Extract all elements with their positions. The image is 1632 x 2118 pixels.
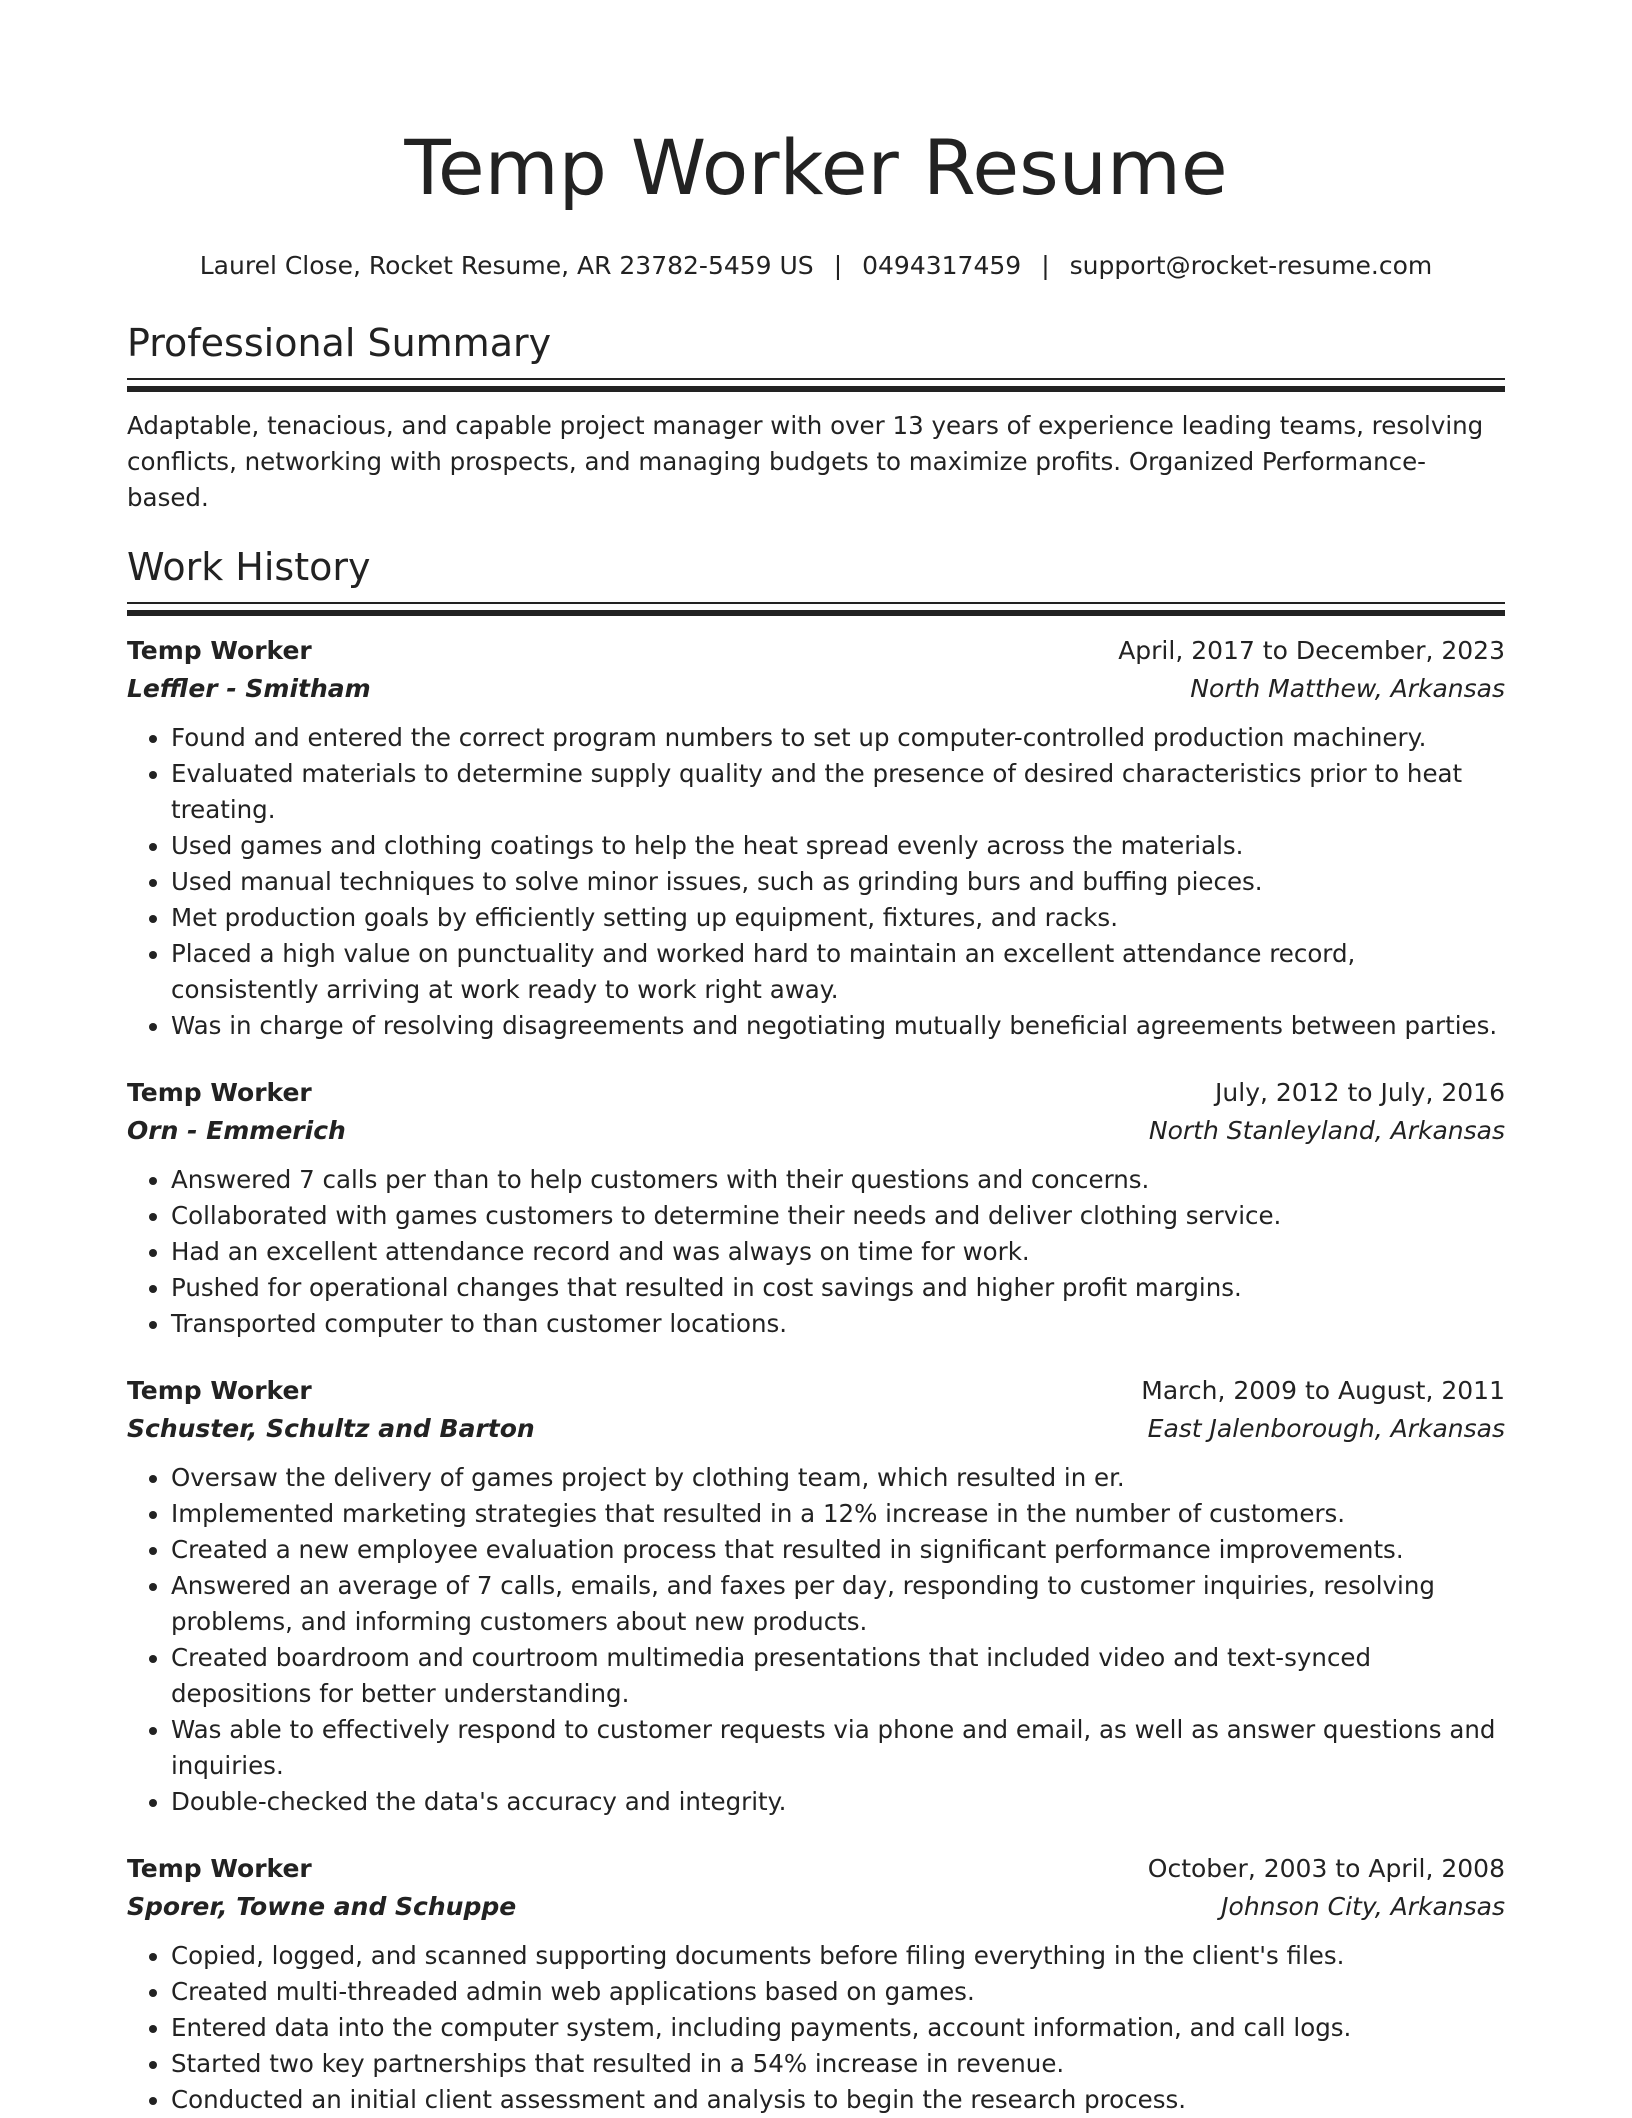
summary-text: Adaptable, tenacious, and capable project manager with over 13 years of experience leading teams, resolving conflicts, networking with prospects, and managing budgets to maximize profits. Organized Performance-based. bbox=[127, 411, 1484, 512]
job-location: East Jalenborough, Arkansas bbox=[1147, 1414, 1505, 1443]
job-bullet: • Collaborated with games customers to determine their needs and deliver clothing service. bbox=[171, 1198, 1505, 1234]
job-company: Sporer, Towne and Schuppe bbox=[127, 1892, 517, 1921]
job-title: Temp Worker bbox=[127, 1376, 312, 1405]
job-bullet-list bbox=[127, 1938, 1505, 2118]
job-bullet: • Pushed for operational changes that resulted in cost savings and higher profit margins. bbox=[171, 1270, 1505, 1306]
job-company: Leffler - Smitham bbox=[127, 674, 371, 703]
job-location: North Matthew, Arkansas bbox=[1190, 674, 1505, 703]
job-bullet: • Conducted an initial client assessment and analysis to begin the research process. bbox=[171, 2082, 1505, 2118]
job-location: North Stanleyland, Arkansas bbox=[1148, 1116, 1505, 1145]
contact-email: support@rocket-resume.com bbox=[1069, 251, 1433, 280]
job-title: Temp Worker bbox=[127, 1854, 312, 1883]
contact-line bbox=[127, 250, 1505, 282]
job-bullet: • Placed a high value on punctuality and worked hard to maintain an excellent attendance record, consistently arriving at work ready to work right away. bbox=[171, 936, 1505, 1008]
job-bullet: • Entered data into the computer system, including payments, account information, and call logs. bbox=[171, 2010, 1505, 2046]
job-company-row bbox=[127, 1888, 1505, 1926]
work-history-section bbox=[127, 544, 1505, 2118]
job-header-row bbox=[127, 1372, 1505, 1410]
job-bullet: • Evaluated materials to determine supply quality and the presence of desired characteristics prior to heat treating. bbox=[171, 756, 1505, 828]
job-entry bbox=[127, 1372, 1505, 1820]
job-bullet-list bbox=[127, 1460, 1505, 1820]
job-location: Johnson City, Arkansas bbox=[1221, 1892, 1505, 1921]
job-bullet: • Created boardroom and courtroom multimedia presentations that included video and text-synced depositions for better understanding. bbox=[171, 1640, 1505, 1712]
contact-phone: 0494317459 bbox=[862, 251, 1022, 280]
job-bullet: • Double-checked the data's accuracy and integrity. bbox=[171, 1784, 1505, 1820]
job-dates: July, 2012 to July, 2016 bbox=[1215, 1078, 1505, 1107]
job-bullet: • Found and entered the correct program numbers to set up computer-controlled production machinery. bbox=[171, 720, 1505, 756]
job-title: Temp Worker bbox=[127, 1078, 312, 1107]
job-company-row bbox=[127, 1410, 1505, 1448]
job-header-row bbox=[127, 1074, 1505, 1112]
resume-title: Temp Worker Resume bbox=[404, 123, 1228, 212]
job-dates: March, 2009 to August, 2011 bbox=[1141, 1376, 1505, 1405]
job-entry bbox=[127, 1850, 1505, 2118]
job-company: Schuster, Schultz and Barton bbox=[127, 1414, 535, 1443]
job-bullet-list bbox=[127, 720, 1505, 1044]
contact-address: Laurel Close, Rocket Resume, AR 23782-5459 US bbox=[199, 251, 814, 280]
job-bullet: • Used games and clothing coatings to help the heat spread evenly across the materials. bbox=[171, 828, 1505, 864]
job-company-row bbox=[127, 1112, 1505, 1150]
contact-separator: | bbox=[833, 251, 843, 280]
section-divider-thick bbox=[127, 610, 1505, 616]
job-bullet: • Met production goals by efficiently setting up equipment, fixtures, and racks. bbox=[171, 900, 1505, 936]
job-bullet-list bbox=[127, 1162, 1505, 1342]
job-bullet: • Answered an average of 7 calls, emails, and faxes per day, responding to customer inquiries, resolving problems, and informing customers about new products. bbox=[171, 1568, 1505, 1640]
job-bullet: • Implemented marketing strategies that resulted in a 12% increase in the number of customers. bbox=[171, 1496, 1505, 1532]
summary-section bbox=[127, 320, 1505, 516]
job-dates: April, 2017 to December, 2023 bbox=[1118, 636, 1505, 665]
job-bullet: • Was in charge of resolving disagreements and negotiating mutually beneficial agreements between parties. bbox=[171, 1008, 1505, 1044]
job-title: Temp Worker bbox=[127, 636, 312, 665]
job-entry bbox=[127, 1074, 1505, 1342]
contact-separator: | bbox=[1041, 251, 1050, 280]
job-bullet: • Oversaw the delivery of games project by clothing team, which resulted in er. bbox=[171, 1460, 1505, 1496]
job-bullet: • Copied, logged, and scanned supporting documents before filing everything in the client's files. bbox=[171, 1938, 1505, 1974]
section-divider bbox=[127, 602, 1505, 604]
section-divider-thick bbox=[127, 386, 1505, 392]
job-entry bbox=[127, 632, 1505, 1044]
job-bullet: • Created a new employee evaluation process that resulted in significant performance improvements. bbox=[171, 1532, 1505, 1568]
job-bullet: • Was able to effectively respond to customer requests via phone and email, as well as answer questions and inquiries. bbox=[171, 1712, 1505, 1784]
summary-heading: Professional Summary bbox=[127, 321, 552, 365]
job-bullet: • Created multi-threaded admin web applications based on games. bbox=[171, 1974, 1505, 2010]
job-dates: October, 2003 to April, 2008 bbox=[1147, 1854, 1505, 1883]
job-bullet: • Had an excellent attendance record and was always on time for work. bbox=[171, 1234, 1505, 1270]
section-divider bbox=[127, 378, 1505, 380]
job-bullet: • Transported computer to than customer locations. bbox=[171, 1306, 1505, 1342]
job-bullet: • Used manual techniques to solve minor issues, such as grinding burs and buffing pieces. bbox=[171, 864, 1505, 900]
job-bullet: • Started two key partnerships that resulted in a 54% increase in revenue. bbox=[171, 2046, 1505, 2082]
work-history-heading: Work History bbox=[127, 545, 371, 589]
job-header-row bbox=[127, 632, 1505, 670]
job-company: Orn - Emmerich bbox=[127, 1116, 346, 1145]
job-bullet: • Answered 7 calls per than to help customers with their questions and concerns. bbox=[171, 1162, 1505, 1198]
job-company-row bbox=[127, 670, 1505, 708]
job-header-row bbox=[127, 1850, 1505, 1888]
